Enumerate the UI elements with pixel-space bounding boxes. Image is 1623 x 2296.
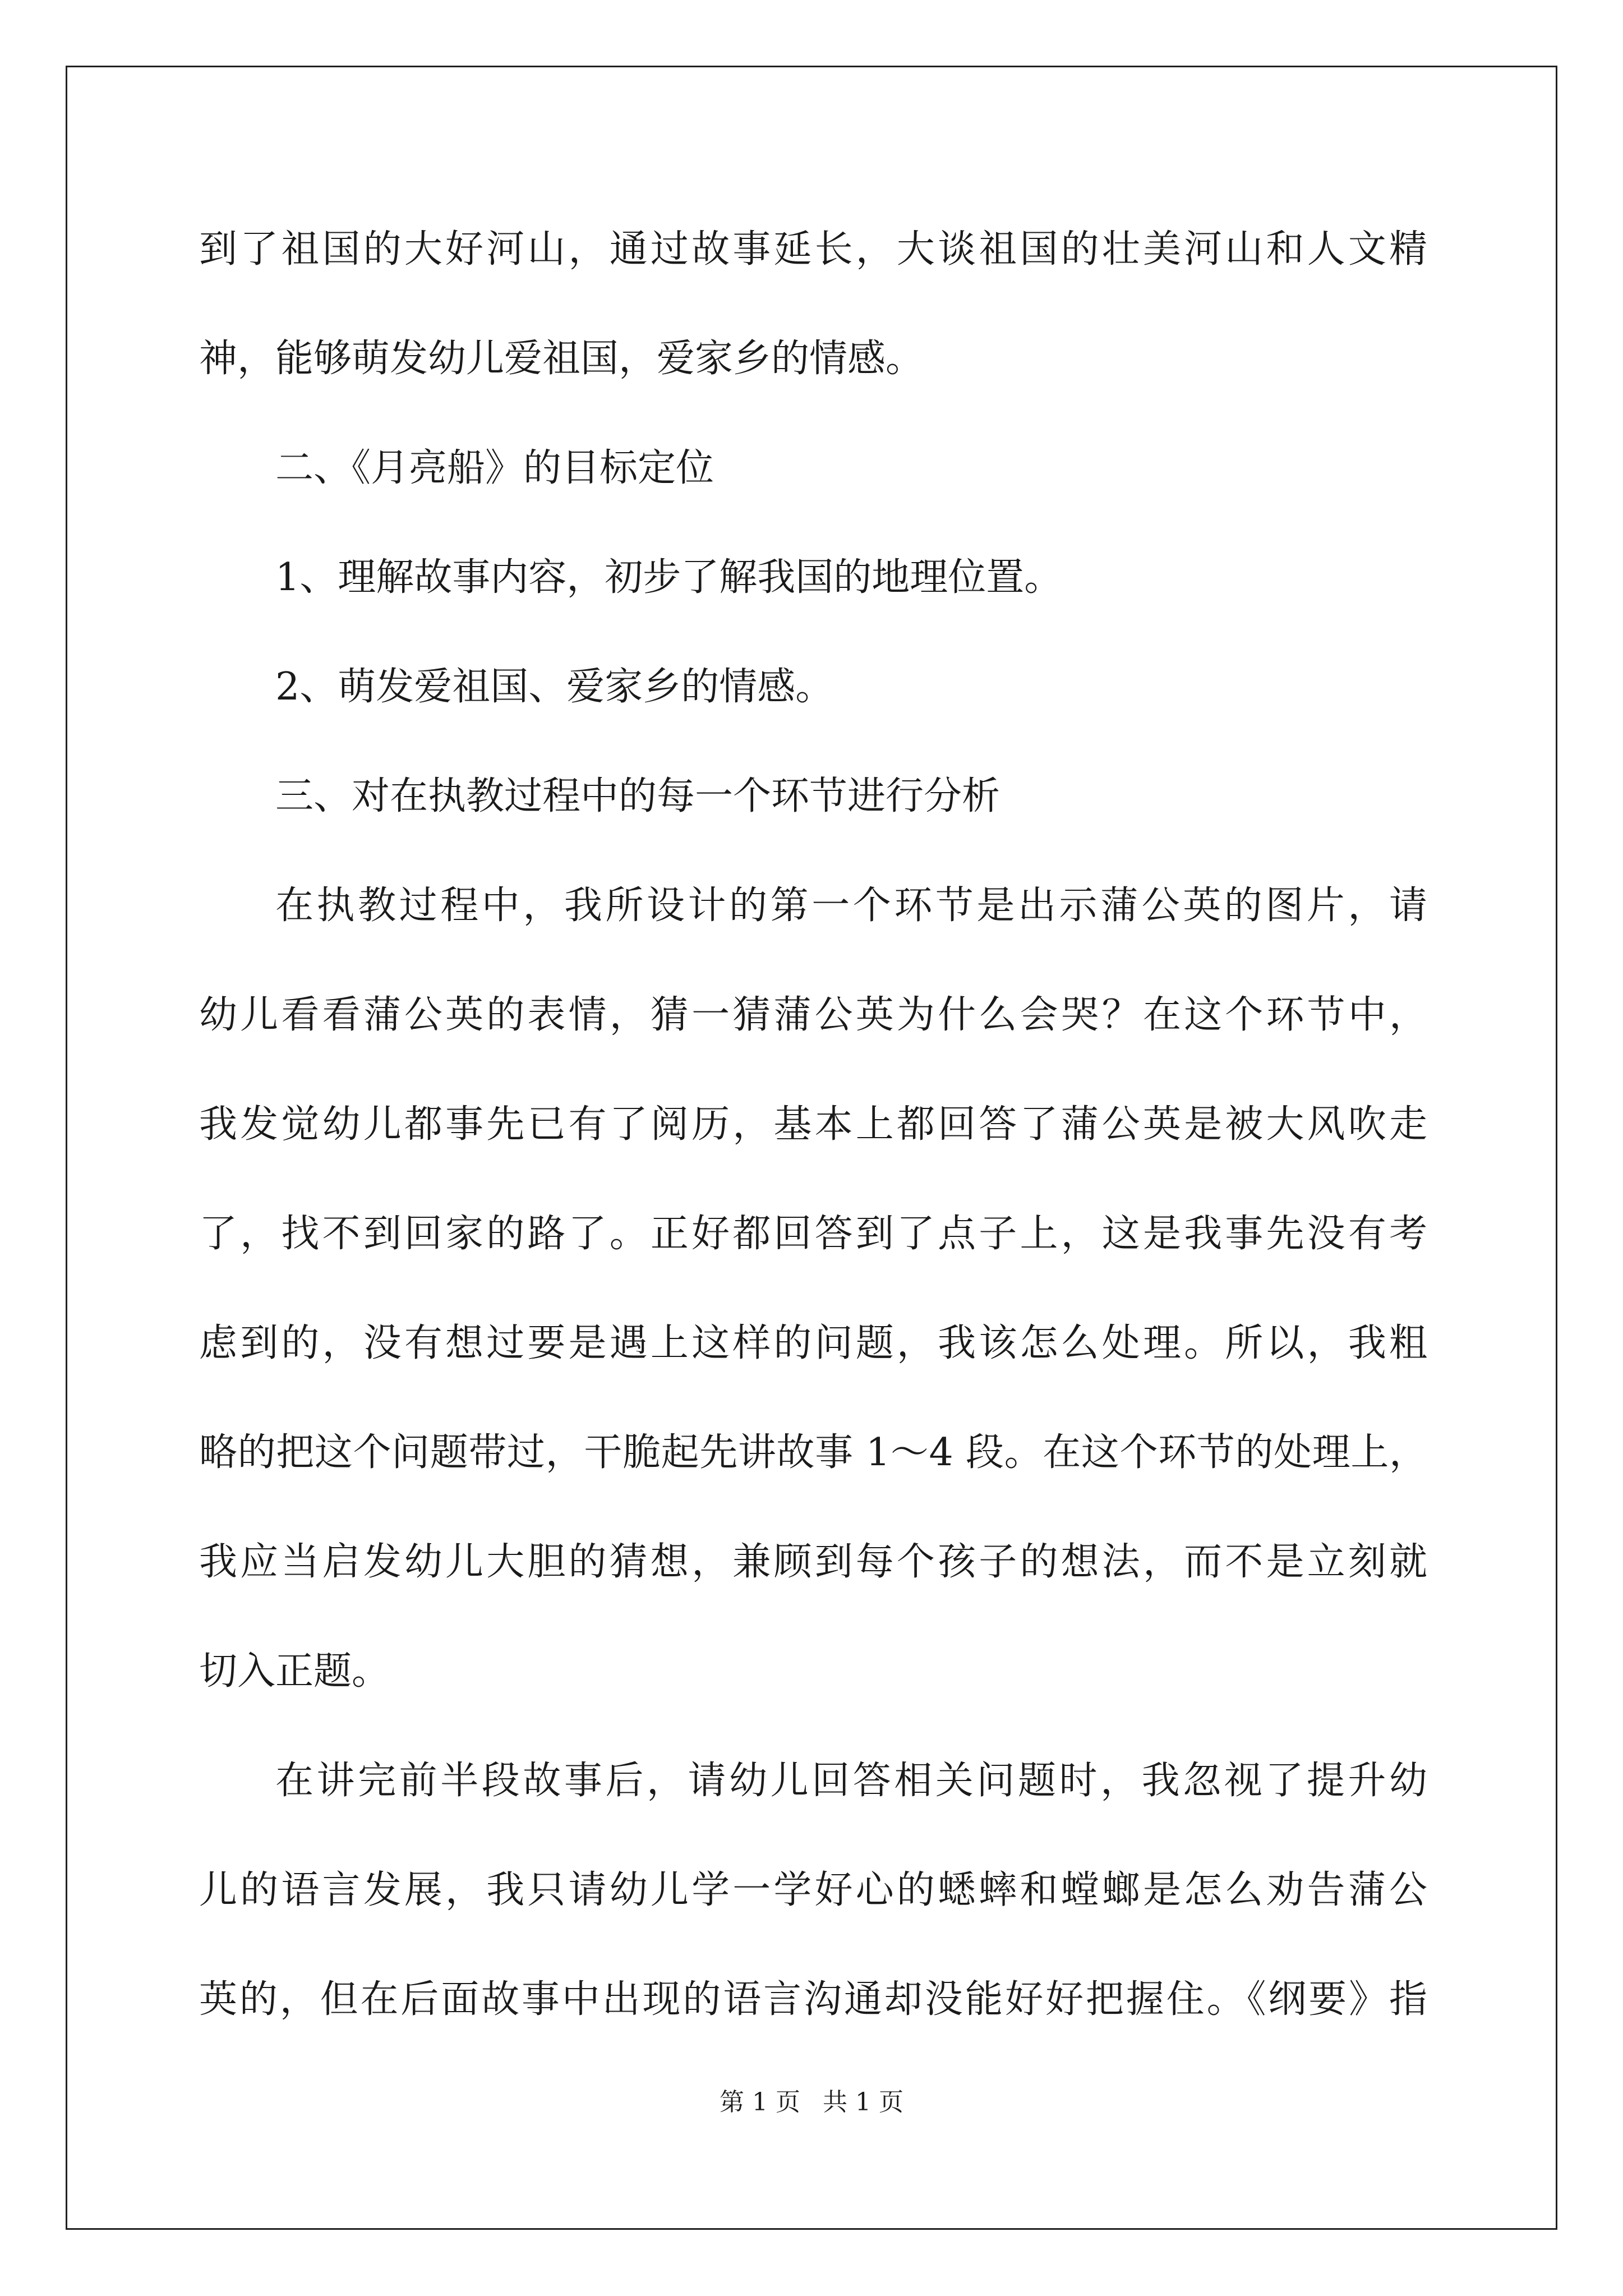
section-heading-2: 二、《月亮船》的目标定位 (275, 446, 714, 490)
body-line-10: 了，找不到回家的路了。正好都回答到了点子上，这是我事先没有考 (199, 1212, 1427, 1256)
document-body (199, 216, 1427, 2076)
page-number: 第 1 页 (720, 2088, 800, 2116)
body-line-17: 英的，但在后面故事中出现的语言沟通却没能好好把握住。《纲要》指 (199, 1977, 1427, 2022)
body-line-16: 儿的语言发展，我只请幼儿学一学好心的蟋蟀和螳螂是怎么劝告蒲公 (199, 1868, 1427, 1912)
body-line-9: 我发觉幼儿都事先已有了阅历，基本上都回答了蒲公英是被大风吹走 (199, 1102, 1427, 1147)
page-footer (0, 2086, 1623, 2119)
goal-item-2: 2、萌发爱祖国、爱家乡的情感。 (275, 665, 834, 709)
goal-item-1: 1、理解故事内容，初步了解我国的地理位置。 (275, 555, 1063, 600)
body-line-14: 切入正题。 (199, 1649, 390, 1694)
section-heading-3: 三、对在执教过程中的每一个环节进行分析 (275, 774, 1000, 818)
page-total: 共 1 页 (823, 2088, 903, 2116)
body-line-15: 在讲完前半段故事后，请幼儿回答相关问题时，我忽视了提升幼 (275, 1759, 1427, 1803)
body-line-13: 我应当启发幼儿大胆的猜想，兼顾到每个孩子的想法，而不是立刻就 (199, 1540, 1427, 1584)
body-line-12: 略的把这个问题带过，干脆起先讲故事 1～4 段。在这个环节的处理上， (199, 1430, 1427, 1475)
body-line-11: 虑到的，没有想过要是遇上这样的问题，我该怎么处理。所以，我粗 (199, 1321, 1427, 1365)
body-line-1: 到了祖国的大好河山，通过故事延长，大谈祖国的壮美河山和人文精 (199, 227, 1427, 272)
body-line-8: 幼儿看看蒲公英的表情，猜一猜蒲公英为什么会哭？在这个环节中， (199, 993, 1427, 1037)
body-line-7: 在执教过程中，我所设计的第一个环节是出示蒲公英的图片，请 (275, 884, 1427, 928)
body-line-2: 神，能够萌发幼儿爱祖国，爱家乡的情感。 (199, 337, 924, 381)
